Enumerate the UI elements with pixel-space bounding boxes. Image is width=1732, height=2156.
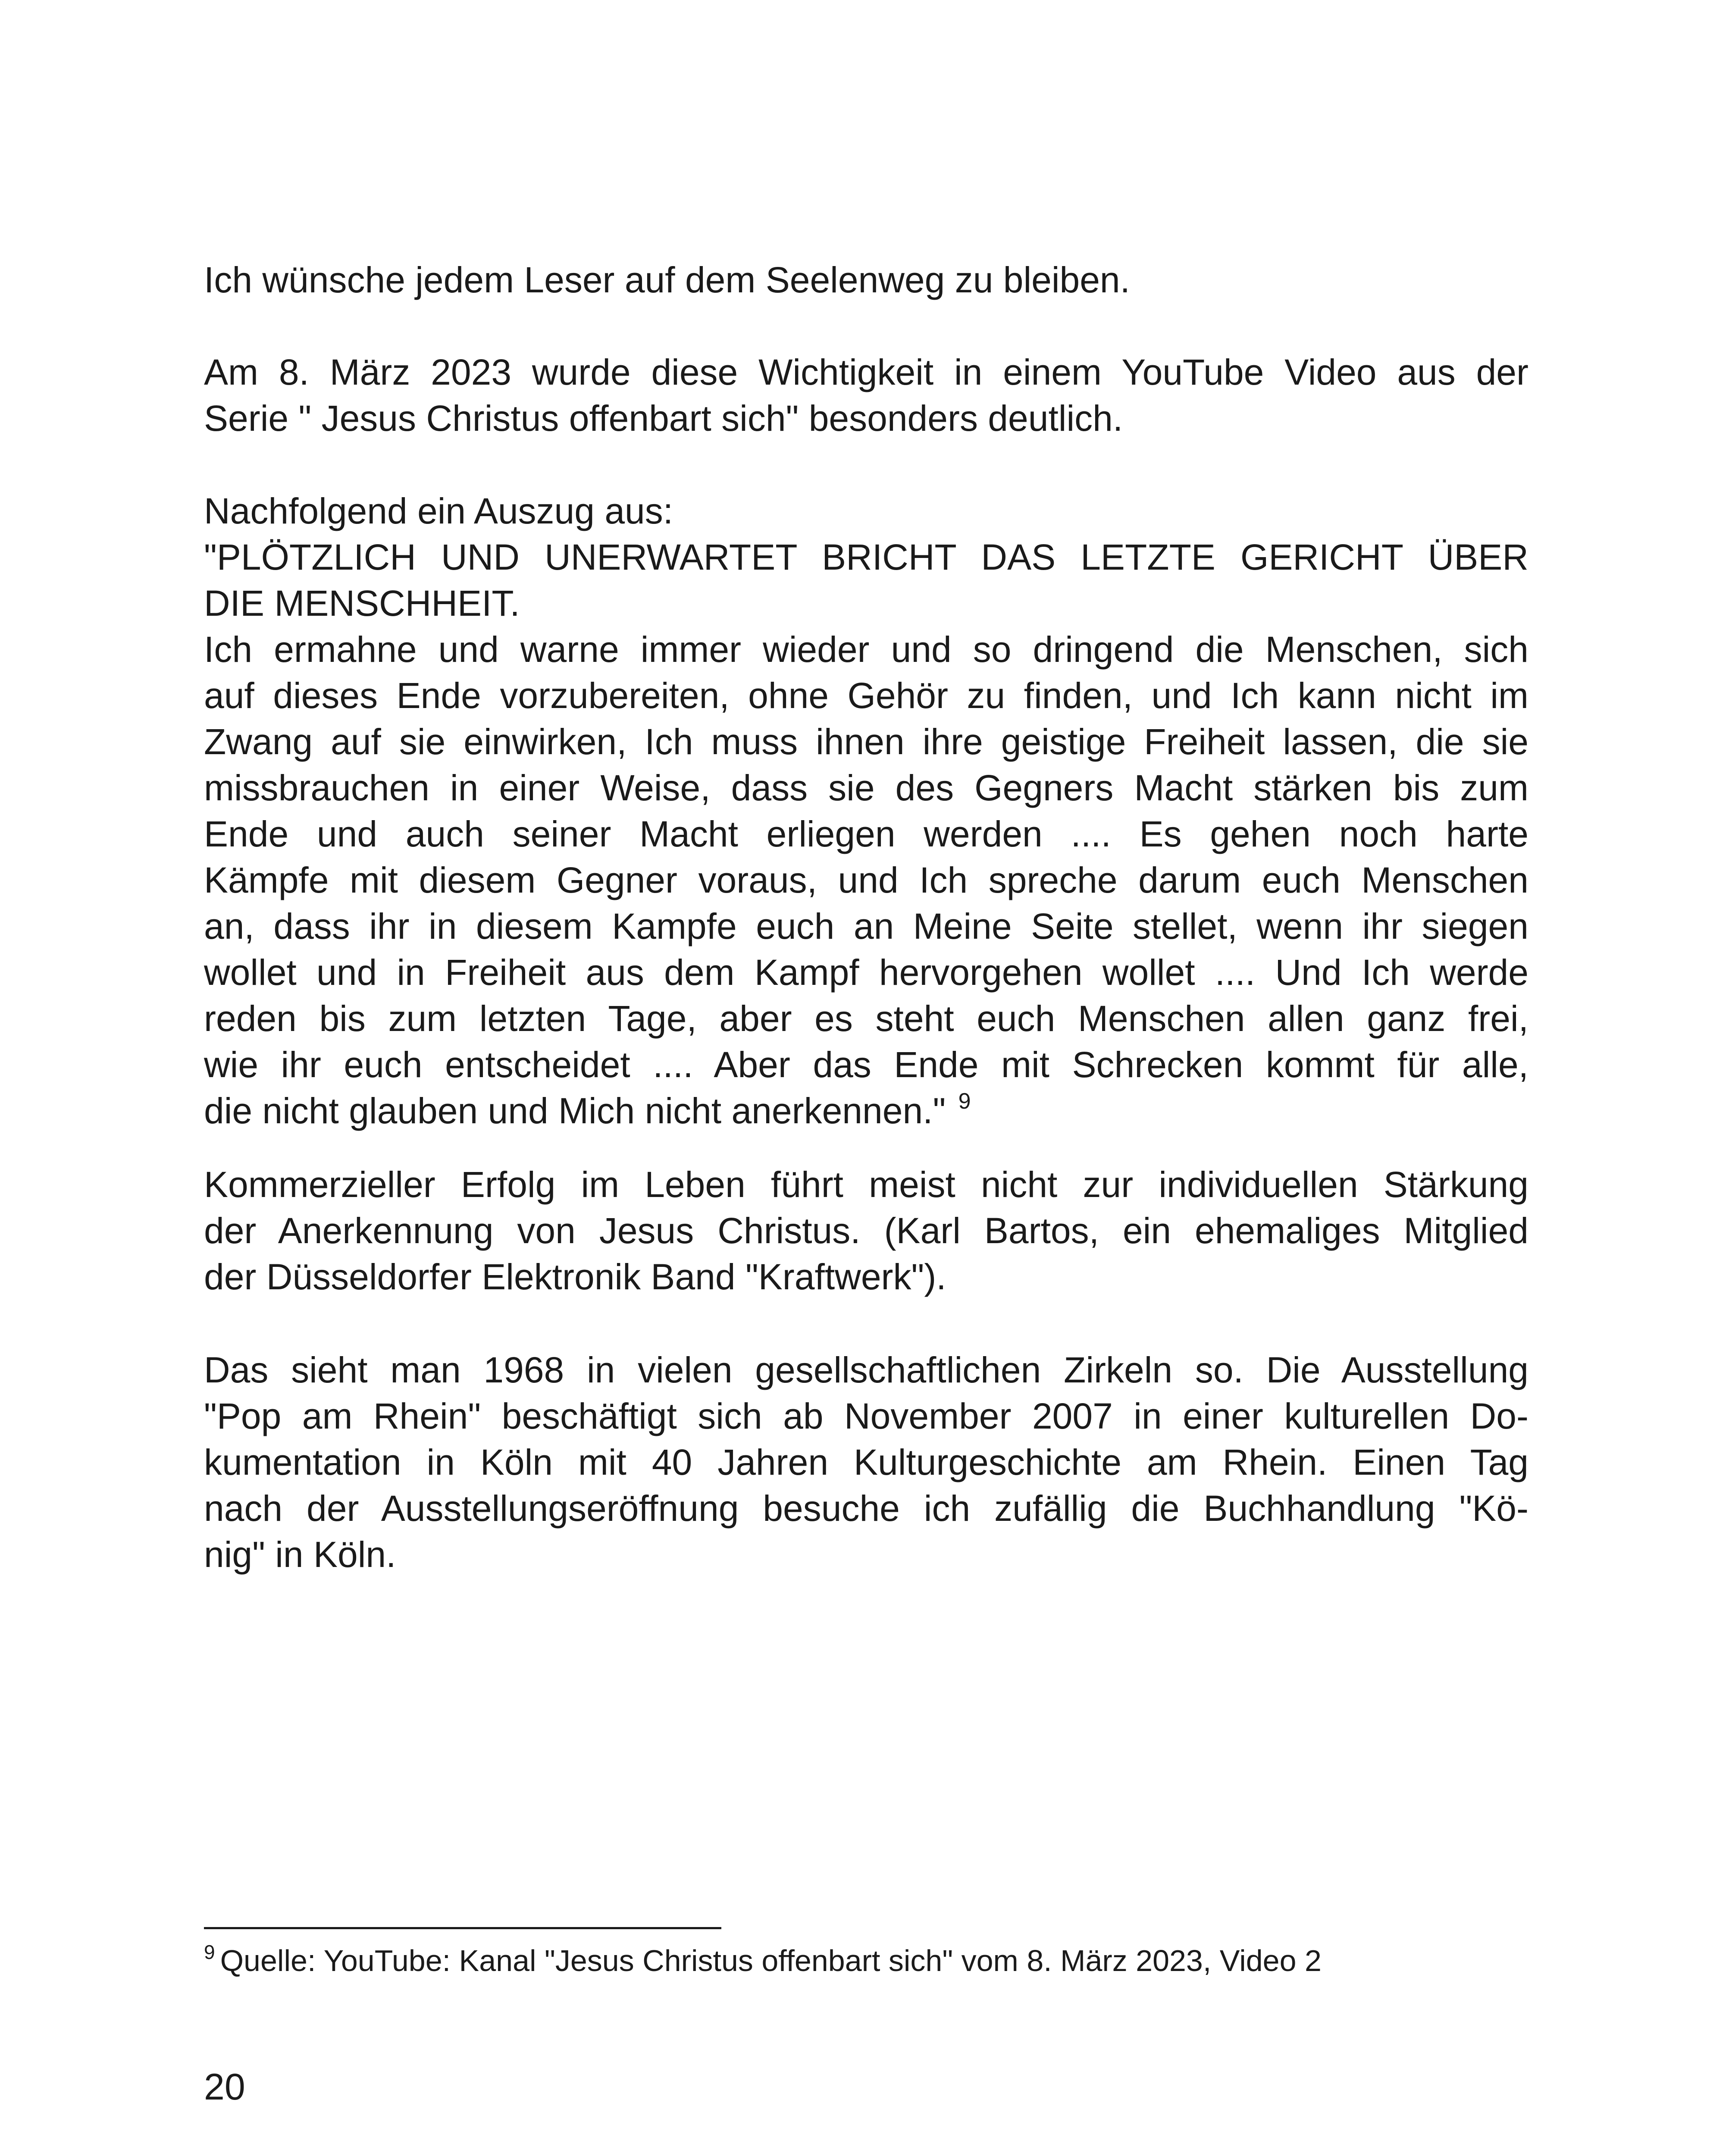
quote-line: reden bis zum letzten Tage, aber es steht euch Menschen allen ganz frei, [204,998,1528,1039]
quote-line: wie ihr euch entscheidet .... Aber das Ende mit Schrecken kommt für alle, [204,1044,1528,1085]
quote-line: an, dass ihr in diesem Kampfe euch an Meine Seite stellet, wenn ihr siegen [204,906,1528,946]
page-number: 20 [204,2066,245,2108]
quote-title-line: DIE MENSCHHEIT. [204,583,520,624]
footnote-text: Quelle: YouTube: Kanal "Jesus Christus offenbart sich" vom 8. März 2023, Video 2 [220,1944,1322,1977]
quote-line: Ende und auch seiner Macht erliegen werden .... Es gehen noch harte [204,814,1528,854]
paragraph-quote-excerpt [204,488,1528,1139]
paragraph-reader-wish [204,257,1528,303]
quote-intro: Nachfolgend ein Auszug aus: [204,491,673,531]
text-line: Am 8. März 2023 wurde diese Wichtigkeit in einem YouTube Video aus der [204,352,1528,392]
quote-last-line [204,1088,1528,1139]
footnote-divider [204,1927,721,1929]
quote-title-line: "PLÖTZLICH UND UNERWARTET BRICHT DAS LETZTE GERICHT ÜBER [204,537,1528,577]
quote-last-text: die nicht glauben und Mich nicht anerkennen." [204,1091,946,1131]
quote-line: Zwang auf sie einwirken, Ich muss ihnen ihre geistige Freiheit lassen, die sie [204,721,1528,762]
footnote-number: 9 [204,1941,215,1963]
text-line: Serie " Jesus Christus offenbart sich" besonders deutlich. [204,398,1123,439]
text-line: nig" in Köln. [204,1534,396,1575]
quote-line: Ich ermahne und warne immer wieder und so dringend die Menschen, sich [204,629,1528,670]
footnote-reference[interactable]: 9 [958,1089,971,1114]
quote-line: auf dieses Ende vorzubereiten, ohne Gehör zu finden, und Ich kann nicht im [204,675,1528,716]
text-line: Das sieht man 1968 in vielen gesellschaftlichen Zirkeln so. Die Ausstellung [204,1350,1528,1390]
text-line: Kommerzieller Erfolg im Leben führt meist nicht zur individuellen Stärkung [204,1164,1528,1205]
paragraph-pop-am-rhein [204,1347,1528,1578]
text-line: "Pop am Rhein" beschäftigt sich ab November 2007 in einer kulturellen Do- [204,1396,1528,1436]
text-line: der Düsseldorfer Elektronik Band "Kraftwerk"). [204,1257,946,1297]
text-line: kumentation in Köln mit 40 Jahren Kulturgeschichte am Rhein. Einen Tag [204,1442,1528,1482]
footnote [204,1941,1528,1984]
quote-line: Kämpfe mit diesem Gegner voraus, und Ich spreche darum euch Menschen [204,860,1528,900]
quote-line: missbrauchen in einer Weise, dass sie des Gegners Macht stärken bis zum [204,768,1528,808]
paragraph-commercial-success [204,1162,1528,1300]
paragraph-youtube-date [204,349,1528,442]
text-line: nach der Ausstellungseröffnung besuche ich zufällig die Buchhandlung "Kö- [204,1488,1528,1529]
text-line: Ich wünsche jedem Leser auf dem Seelenweg zu bleiben. [204,260,1130,300]
quote-line: wollet und in Freiheit aus dem Kampf hervorgehen wollet .... Und Ich werde [204,952,1528,993]
text-line: der Anerkennung von Jesus Christus. (Karl Bartos, ein ehemaliges Mitglied [204,1210,1528,1251]
